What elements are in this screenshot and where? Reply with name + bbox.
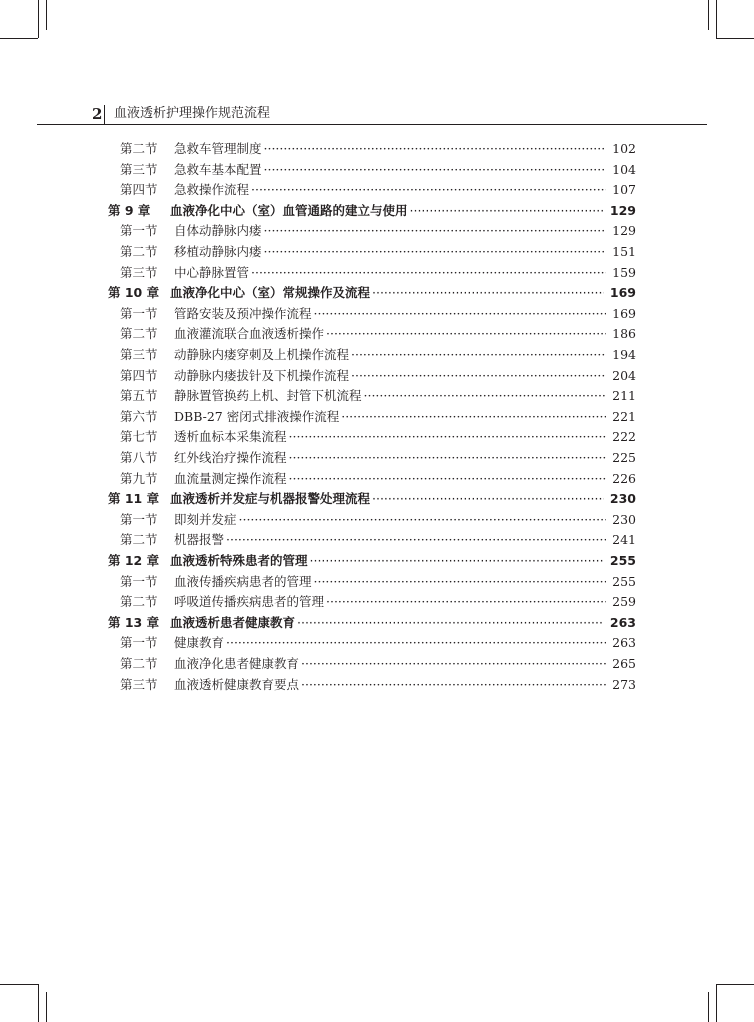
dot-leader: [251, 180, 606, 200]
dot-leader: [264, 242, 607, 262]
crop-mark: [716, 984, 754, 985]
toc-section-entry[interactable]: [120, 263, 636, 283]
crop-mark: [38, 0, 39, 38]
section-number: 第六节: [120, 408, 158, 424]
crop-mark: [716, 984, 717, 1022]
dot-leader: [239, 510, 607, 530]
dot-leader: [226, 633, 606, 653]
entry-title: 血液灌流联合血液透析操作: [174, 326, 325, 342]
entry-title: 健康教育: [174, 635, 225, 651]
entry-page-number: 151: [612, 244, 636, 259]
dot-leader: [351, 345, 606, 365]
toc-section-entry[interactable]: [120, 633, 636, 653]
entry-title: 动静脉内瘘拔针及下机操作流程: [174, 367, 350, 383]
entry-page-number: 221: [612, 408, 636, 424]
dot-leader: [341, 407, 606, 427]
crop-mark: [0, 38, 38, 39]
toc-chapter-entry[interactable]: [108, 489, 636, 509]
entry-page-number: 129: [609, 202, 636, 218]
entry-page-number: 194: [612, 347, 636, 362]
section-number: 第二节: [120, 141, 158, 156]
toc-section-entry[interactable]: [120, 427, 636, 447]
entry-page-number: 255: [609, 553, 636, 568]
entry-page-number: 169: [609, 285, 636, 301]
dot-leader: [226, 530, 606, 550]
entry-title: 急救车管理制度: [174, 141, 262, 156]
section-number: 第二节: [120, 532, 158, 548]
crop-mark: [716, 38, 754, 39]
crop-mark: [0, 984, 38, 985]
toc-section-entry[interactable]: [120, 366, 636, 386]
dot-leader: [372, 489, 604, 509]
entry-title: 红外线治疗操作流程: [174, 450, 287, 465]
book-title: 血液透析护理操作规范流程: [114, 106, 271, 121]
entry-page-number: 273: [612, 676, 636, 692]
toc-section-entry[interactable]: [120, 324, 636, 344]
section-number: 第二节: [120, 594, 158, 610]
entry-page-number: 241: [612, 532, 636, 548]
section-number: 第三节: [120, 161, 158, 177]
toc-section-entry[interactable]: [120, 675, 636, 695]
crop-mark: [46, 0, 47, 30]
dot-leader: [314, 304, 607, 324]
chapter-number: 第 12 章: [108, 553, 160, 568]
entry-page-number: 259: [612, 594, 636, 610]
dot-leader: [364, 386, 607, 406]
dot-leader: [301, 654, 606, 674]
entry-title: 管路安装及预冲操作流程: [174, 305, 312, 321]
section-number: 第二节: [120, 326, 158, 342]
entry-page-number: 129: [612, 223, 636, 239]
entry-title: 血液净化中心（室）血管通路的建立与使用: [170, 202, 408, 218]
crop-mark: [38, 984, 39, 1022]
entry-page-number: 211: [612, 388, 636, 404]
section-number: 第三节: [120, 676, 158, 692]
toc-chapter-entry[interactable]: [108, 201, 636, 221]
section-number: 第一节: [120, 635, 158, 651]
dot-leader: [289, 448, 607, 468]
toc-section-entry[interactable]: [120, 469, 636, 489]
entry-title: 即刻并发症: [174, 511, 237, 527]
section-number: 第一节: [120, 511, 158, 527]
section-number: 第五节: [120, 388, 158, 404]
entry-title: 静脉置管换药上机、封管下机流程: [174, 388, 362, 404]
crop-mark: [708, 992, 709, 1022]
entry-title: 血液净化中心（室）常规操作及流程: [170, 285, 371, 301]
entry-title: 急救车基本配置: [174, 161, 262, 177]
dot-leader: [372, 283, 604, 303]
entry-title: 血液透析并发症与机器报警处理流程: [170, 491, 371, 507]
entry-title: 血液透析健康教育要点: [174, 676, 300, 692]
toc-section-entry[interactable]: [120, 407, 636, 427]
crop-mark: [708, 0, 709, 30]
entry-page-number: 102: [612, 141, 636, 156]
toc-section-entry[interactable]: [120, 510, 636, 530]
entry-title: 透析血标本采集流程: [174, 429, 287, 445]
toc-section-entry[interactable]: [120, 180, 636, 200]
chapter-number: 第 13 章: [108, 614, 160, 630]
section-number: 第二节: [120, 244, 158, 259]
entry-title: 机器报警: [174, 532, 225, 548]
section-number: 第九节: [120, 470, 158, 486]
section-number: 第四节: [120, 367, 158, 383]
entry-title: 急救操作流程: [174, 182, 250, 198]
toc-chapter-entry[interactable]: [108, 613, 636, 633]
crop-mark: [46, 992, 47, 1022]
section-number: 第三节: [120, 264, 158, 280]
entry-page-number: 204: [612, 367, 636, 383]
section-number: 第二节: [120, 656, 158, 671]
entry-page-number: 225: [612, 450, 636, 465]
dot-leader: [289, 469, 607, 489]
toc-section-entry[interactable]: [120, 160, 636, 180]
entry-page-number: 186: [612, 326, 636, 342]
entry-title: 血液透析患者健康教育: [170, 614, 296, 630]
entry-page-number: 230: [609, 491, 636, 507]
entry-page-number: 107: [612, 182, 636, 198]
entry-page-number: 104: [612, 161, 636, 177]
entry-title: 中心静脉置管: [174, 264, 250, 280]
toc-section-entry[interactable]: [120, 386, 636, 406]
entry-page-number: 263: [609, 614, 636, 630]
header-rule: [37, 124, 707, 125]
section-number: 第三节: [120, 347, 158, 362]
entry-page-number: 263: [612, 635, 636, 651]
entry-title: DBB-27 密闭式排液操作流程: [174, 408, 340, 424]
entry-page-number: 169: [612, 305, 636, 321]
toc-chapter-entry[interactable]: [108, 283, 636, 303]
toc-section-entry[interactable]: [120, 448, 636, 468]
crop-mark: [716, 0, 717, 38]
dot-leader: [351, 366, 606, 386]
entry-title: 动静脉内瘘穿刺及上机操作流程: [174, 347, 350, 362]
dot-leader: [264, 221, 607, 241]
dot-leader: [301, 675, 606, 695]
dot-leader: [314, 572, 607, 592]
toc-section-entry[interactable]: [120, 304, 636, 324]
dot-leader: [310, 551, 604, 571]
chapter-number: 第 9 章: [108, 202, 151, 218]
toc-section-entry[interactable]: [120, 530, 636, 550]
entry-title: 呼吸道传播疾病患者的管理: [174, 594, 325, 610]
section-number: 第一节: [120, 573, 158, 589]
entry-page-number: 226: [612, 470, 636, 486]
entry-page-number: 159: [612, 264, 636, 280]
dot-leader: [251, 263, 606, 283]
entry-title: 血液传播疾病患者的管理: [174, 573, 312, 589]
entry-title: 血液透析特殊患者的管理: [170, 553, 308, 568]
section-number: 第七节: [120, 429, 158, 445]
header-divider: [104, 105, 105, 124]
toc-section-entry[interactable]: [120, 221, 636, 241]
section-number: 第一节: [120, 223, 158, 239]
entry-title: 移植动静脉内瘘: [174, 244, 262, 259]
section-number: 第八节: [120, 450, 158, 465]
entry-page-number: 265: [612, 656, 636, 671]
dot-leader: [410, 201, 604, 221]
toc-section-entry[interactable]: [120, 139, 636, 159]
dot-leader: [326, 592, 606, 612]
dot-leader: [264, 160, 607, 180]
entry-page-number: 255: [612, 573, 636, 589]
entry-title: 血液净化患者健康教育: [174, 656, 300, 671]
section-number: 第四节: [120, 182, 158, 198]
dot-leader: [289, 427, 607, 447]
entry-page-number: 230: [612, 511, 636, 527]
chapter-number: 第 10 章: [108, 285, 160, 301]
entry-title: 血流量测定操作流程: [174, 470, 287, 486]
entry-page-number: 222: [612, 429, 636, 445]
toc-section-entry[interactable]: [120, 242, 636, 262]
toc-section-entry[interactable]: [120, 592, 636, 612]
toc-section-entry[interactable]: [120, 572, 636, 592]
toc-chapter-entry[interactable]: [108, 551, 636, 571]
section-number: 第一节: [120, 305, 158, 321]
chapter-number: 第 11 章: [108, 491, 160, 507]
page-number: 2: [92, 105, 103, 123]
toc-section-entry[interactable]: [120, 654, 636, 674]
entry-title: 自体动静脉内瘘: [174, 223, 262, 239]
toc-section-entry[interactable]: [120, 345, 636, 365]
dot-leader: [297, 613, 604, 633]
dot-leader: [326, 324, 606, 344]
dot-leader: [264, 139, 607, 159]
